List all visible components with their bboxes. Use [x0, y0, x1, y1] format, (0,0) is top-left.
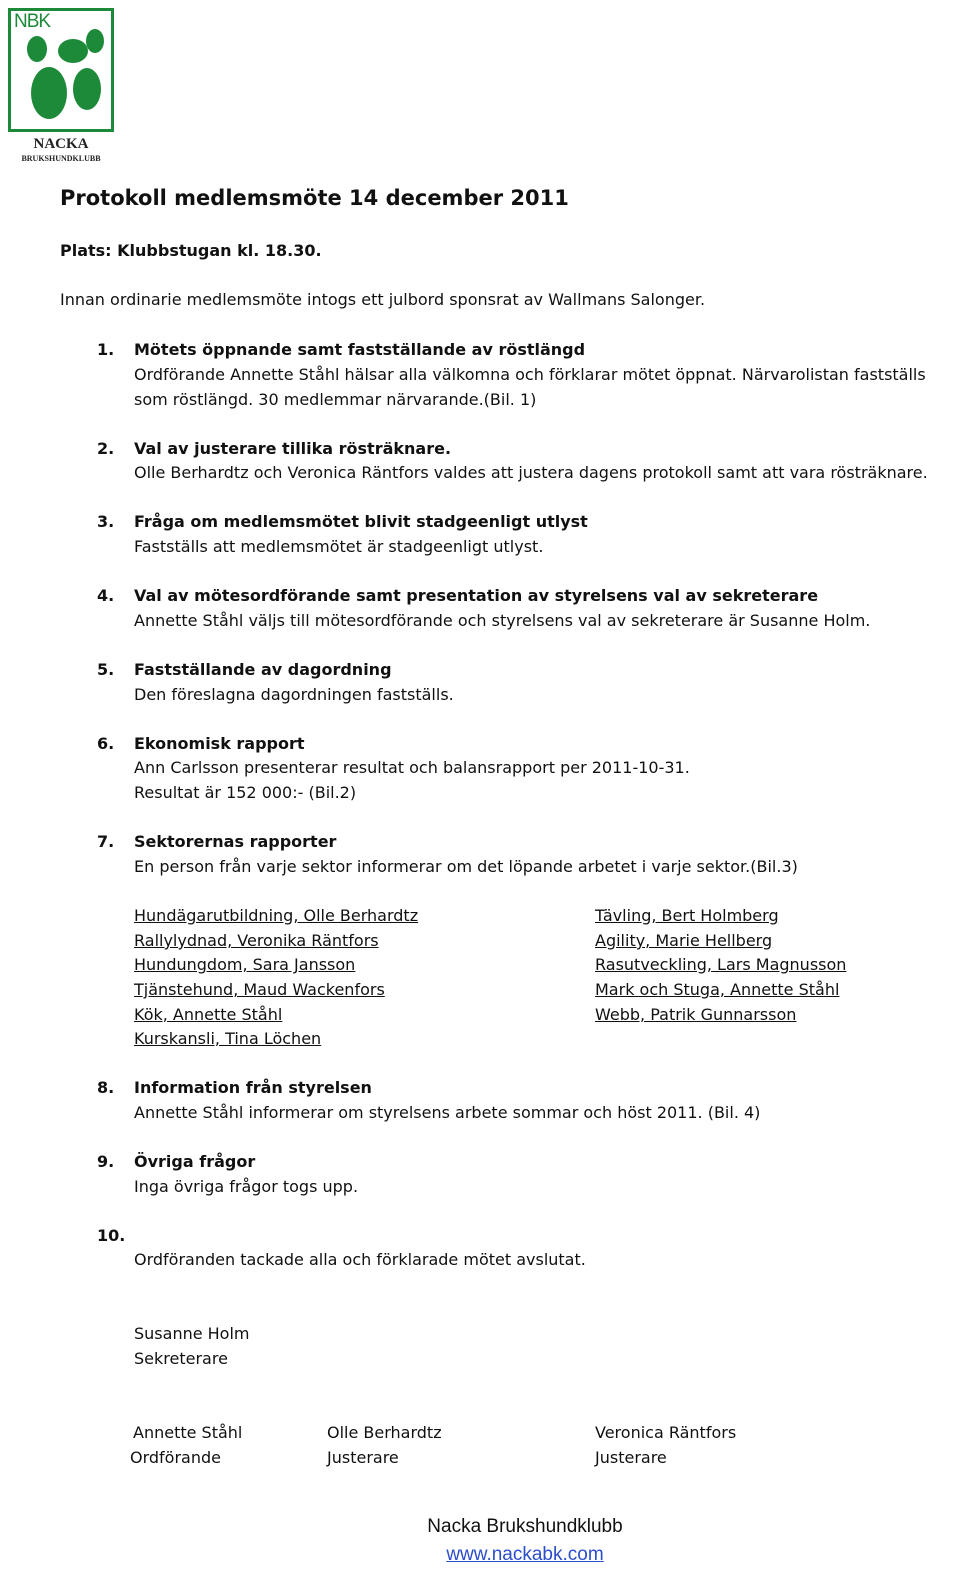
item-text: Den föreslagna dagordningen fastställs. — [134, 685, 454, 704]
meeting-place: Plats: Klubbstugan kl. 18.30. — [60, 241, 322, 260]
item-text: Annette Ståhl informerar om styrelsens arbete sommar och höst 2011. (Bil. 4) — [134, 1103, 761, 1122]
footer-url-row — [0, 1544, 960, 1566]
item-text: Annette Ståhl väljs till mötesordförande och styrelsens val av sekreterare är Susanne Holm. — [134, 611, 871, 630]
item-text: Ann Carlsson presenterar resultat och balansrapport per 2011-10-31. — [134, 758, 690, 777]
item-heading: Fråga om medlemsmötet blivit stadgeenligt utlyst — [134, 512, 588, 531]
sector-link[interactable]: Tävling, Bert Holmberg — [595, 906, 779, 925]
item-number: 7. — [97, 832, 115, 851]
sector-link[interactable]: Kurskansli, Tina Löchen — [134, 1029, 322, 1048]
club-logo — [6, 6, 118, 166]
item-text: Olle Berhardtz och Veronica Räntfors valdes att justera dagens protokoll samt att vara rösträknare. — [134, 463, 928, 482]
item-heading: Val av mötesordförande samt presentation av styrelsens val av sekreterare — [134, 586, 819, 605]
sector-link[interactable]: Hundungdom, Sara Jansson — [134, 955, 356, 974]
item-heading: Val av justerare tillika rösträknare. — [134, 439, 452, 458]
sector-link[interactable]: Mark och Stuga, Annette Ståhl — [595, 980, 840, 999]
item-text: som röstlängd. 30 medlemmar närvarande.(Bil. 1) — [134, 390, 537, 409]
item-number: 5. — [97, 660, 115, 679]
item-number: 4. — [97, 586, 115, 605]
item-text: Ordföranden tackade alla och förklarade mötet avslutat. — [134, 1250, 586, 1269]
item-number: 10. — [97, 1226, 126, 1245]
item-number: 9. — [97, 1152, 115, 1171]
item-heading: Fastställande av dagordning — [134, 660, 392, 679]
item-text: Fastställs att medlemsmötet är stadgeenligt utlyst. — [134, 537, 544, 556]
signature-role: Justerare — [327, 1448, 399, 1467]
sector-link[interactable]: Agility, Marie Hellberg — [595, 931, 773, 950]
item-heading: Ekonomisk rapport — [134, 734, 305, 753]
signature-name: Veronica Räntfors — [595, 1423, 737, 1442]
item-heading: Information från styrelsen — [134, 1078, 372, 1097]
signature-role: Ordförande — [130, 1448, 221, 1467]
item-heading: Sektorernas rapporter — [134, 832, 337, 851]
item-text: Resultat är 152 000:- (Bil.2) — [134, 783, 357, 802]
paw-print-icon — [11, 11, 111, 129]
footer-club-name: Nacka Brukshundklubb — [427, 1516, 623, 1537]
signature-role: Justerare — [595, 1448, 667, 1467]
sector-link[interactable]: Hundägarutbildning, Olle Berhardtz — [134, 906, 419, 925]
item-heading: Mötets öppnande samt fastställande av röstlängd — [134, 340, 586, 359]
item-number: 3. — [97, 512, 115, 531]
sector-link[interactable]: Webb, Patrik Gunnarsson — [595, 1005, 797, 1024]
sector-link[interactable]: Tjänstehund, Maud Wackenfors — [134, 980, 385, 999]
signature-name: Olle Berhardtz — [327, 1423, 442, 1442]
document-title: Protokoll medlemsmöte 14 december 2011 — [60, 186, 569, 210]
signature-name: Annette Ståhl — [133, 1423, 243, 1442]
sector-link[interactable]: Kök, Annette Ståhl — [134, 1005, 283, 1024]
item-number: 8. — [97, 1078, 115, 1097]
logo-subtitle: BRUKSHUNDKLUBB — [21, 154, 101, 163]
sector-link[interactable]: Rasutveckling, Lars Magnusson — [595, 955, 847, 974]
item-text: Ordförande Annette Ståhl hälsar alla välkomna och förklarar mötet öppnat. Närvarolistan fastställs — [134, 365, 926, 384]
logo-letters: NBK — [14, 11, 51, 32]
item-text: En person från varje sektor informerar om det löpande arbetet i varje sektor.(Bil.3) — [134, 857, 798, 876]
logo-frame — [8, 8, 114, 132]
item-number: 2. — [97, 439, 115, 458]
item-number: 1. — [97, 340, 115, 359]
item-text: Inga övriga frågor togs upp. — [134, 1177, 359, 1196]
secretary-role: Sekreterare — [134, 1349, 228, 1368]
secretary-name: Susanne Holm — [134, 1324, 250, 1343]
item-number: 6. — [97, 734, 115, 753]
footer-url-link[interactable]: www.nackabk.com — [446, 1544, 604, 1565]
item-heading: Övriga frågor — [134, 1152, 256, 1171]
sector-link[interactable]: Rallylydnad, Veronika Räntfors — [134, 931, 379, 950]
logo-name: NACKA — [33, 136, 89, 152]
intro-text: Innan ordinarie medlemsmöte intogs ett julbord sponsrat av Wallmans Salonger. — [60, 290, 706, 309]
